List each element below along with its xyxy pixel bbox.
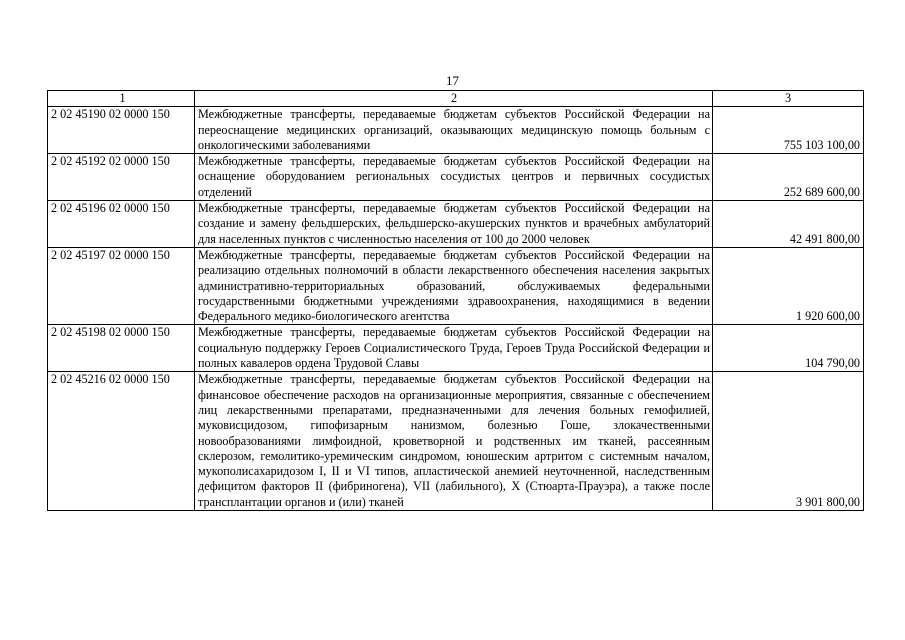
transfer-amount: 1 920 600,00	[713, 247, 864, 324]
table-row	[48, 201, 864, 248]
column-header-1: 1	[48, 91, 195, 107]
column-header-3: 3	[713, 91, 864, 107]
transfer-amount: 3 901 800,00	[713, 372, 864, 511]
transfer-amount: 104 790,00	[713, 325, 864, 372]
transfer-description: Межбюджетные трансферты, передаваемые бюджетам субъектов Российской Федерации на создание и замену фельдшерских, фельдшерско-акушерских пунктов и врачебных амбулаторий для населенных пунктов с численностью населения от 100 до 2000 человек	[195, 201, 713, 248]
budget-code: 2 02 45197 02 0000 150	[48, 247, 195, 324]
transfer-amount: 42 491 800,00	[713, 201, 864, 248]
page-number: 17	[446, 73, 459, 88]
transfer-amount: 755 103 100,00	[713, 107, 864, 154]
table-row	[48, 325, 864, 372]
table-row	[48, 107, 864, 154]
table-row	[48, 247, 864, 324]
transfer-description: Межбюджетные трансферты, передаваемые бюджетам субъектов Российской Федерации на оснащение оборудованием региональных сосудистых центров и первичных сосудистых отделений	[195, 154, 713, 201]
transfer-description: Межбюджетные трансферты, передаваемые бюджетам субъектов Российской Федерации на переоснащение медицинских организаций, оказывающих медицинскую помощь больным с онкологическими заболеваниями	[195, 107, 713, 154]
transfer-description: Межбюджетные трансферты, передаваемые бюджетам субъектов Российской Федерации на социальную поддержку Героев Социалистического Труда, Героев Труда Российской Федерации и полных кавалеров ордена Трудовой Славы	[195, 325, 713, 372]
transfer-description: Межбюджетные трансферты, передаваемые бюджетам субъектов Российской Федерации на реализацию отдельных полномочий в области лекарственного обеспечения населения закрытых административно-территориальных образований, обслуживаемых федеральными государственными бюджетными учреждениями здравоохранения, находящимися в ведении Федерального медико-биологического агентства	[195, 247, 713, 324]
budget-code: 2 02 45196 02 0000 150	[48, 201, 195, 248]
table-row	[48, 372, 864, 511]
budget-code: 2 02 45216 02 0000 150	[48, 372, 195, 511]
budget-code: 2 02 45190 02 0000 150	[48, 107, 195, 154]
budget-code: 2 02 45192 02 0000 150	[48, 154, 195, 201]
column-header-2: 2	[195, 91, 713, 107]
budget-code: 2 02 45198 02 0000 150	[48, 325, 195, 372]
table-row	[48, 154, 864, 201]
transfer-description: Межбюджетные трансферты, передаваемые бюджетам субъектов Российской Федерации на финансовое обеспечение расходов на организационные мероприятия, связанные с обеспечением лиц лекарственными препаратами, предназначенными для лечения больных гемофилией, муковисцидозом, гипофизарным нанизмом, болезнью Гоше, злокачественными новообразованиями лимфоидной, кроветворной и родственных им тканей, рассеянным склерозом, гемолитико-уремическим синдромом, юношеским артритом с системным началом, мукополисахаридозом I, II и VI типов, апластической анемией неуточненной, наследственным дефицитом факторов II (фибриногена), VII (лабильного), X (Стюарта-Прауэра), а также после трансплантации органов и (или) тканей	[195, 372, 713, 511]
table-header-row	[48, 91, 864, 107]
transfer-amount: 252 689 600,00	[713, 154, 864, 201]
budget-revenue-table	[47, 90, 864, 511]
